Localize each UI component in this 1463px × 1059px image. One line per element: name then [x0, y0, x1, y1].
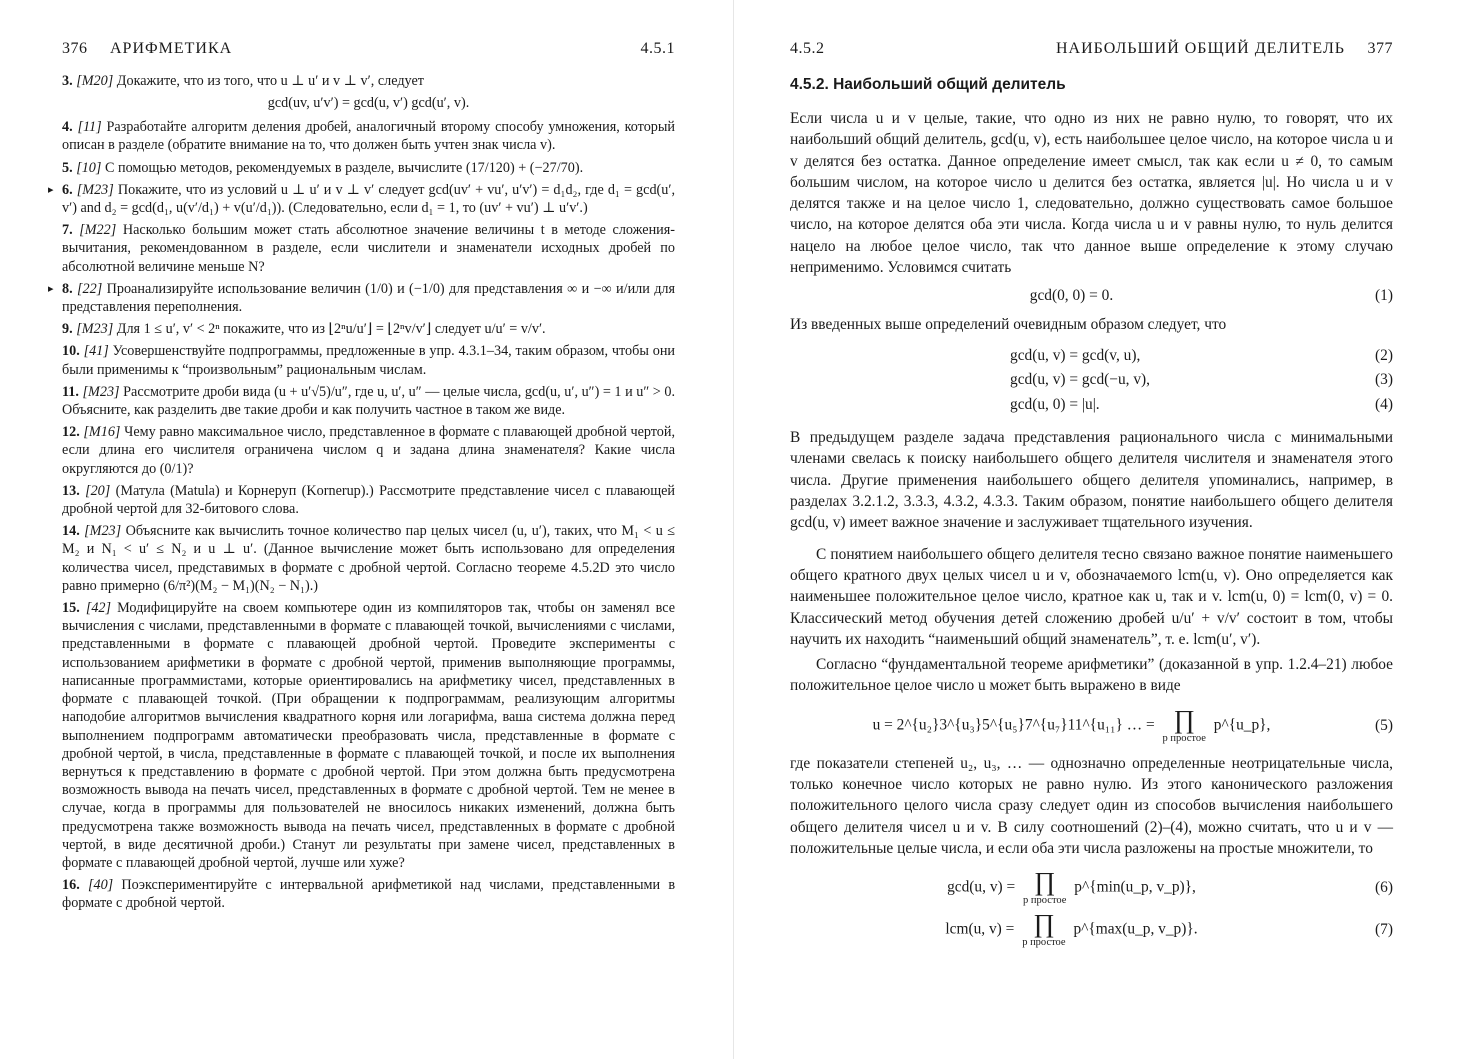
equation-5-number: (5): [1375, 716, 1393, 734]
exercise-list: [48, 72, 676, 913]
left-page: [0, 0, 730, 1059]
equation-5-lhs: u = 2^{u₂}3^{u₃}5^{u₅}7^{u₇}11^{u₁₁} … =: [872, 716, 1155, 734]
equation-4-number: (4): [1375, 395, 1393, 413]
product-symbol: ∏ p простое: [1162, 704, 1206, 744]
exercise-item: [62, 320, 675, 338]
equation-6-lhs: gcd(u, v) =: [947, 878, 1016, 896]
product-symbol: ∏ p простое: [1022, 909, 1066, 949]
exercise-item: [62, 599, 675, 872]
exercise-number: 16.: [62, 877, 80, 894]
exercise-item: [62, 342, 675, 378]
left-running-title: АРИФМЕТИКА: [110, 40, 233, 57]
equation-6-number: (6): [1375, 879, 1393, 897]
exercise-item: [62, 118, 675, 154]
exercise-item: [62, 876, 675, 912]
exercise-rating: [11]: [77, 119, 102, 136]
gutter: [733, 0, 734, 1059]
paragraph-1: Если числа u и v целые, такие, что одно из них не равно нулю, то говорят, что их наибольший общий делитель, gcd(u, v), есть наибольшее целое число, на которое числа u и v делятся без остатка. Данное определение имеет смысл, так как если u ≠ 0, то самым большим числом, на которое число u делится без остатка, является |u|. Но числа u и v делятся также и на целое число 1, следовательно, должно существовать самое большое число, на которое делятся оба эти числа. Когда числа u и v равны нулю, то нуль делится нацело на любое целое число, так что данное выше определение к этому случаю неприменимо. Условимся считать: [790, 110, 1393, 277]
equation-1-number: (1): [1375, 287, 1393, 305]
exercise-formula: gcd(uv, u′v′) = gcd(u, v′) gcd(u′, v).: [267, 95, 470, 112]
equation-5-subscript: p простое: [1162, 732, 1206, 744]
exercise-number: 4.: [62, 119, 73, 136]
equation-4: [790, 393, 1393, 418]
exercise-text: Докажите, что из того, что u ⊥ u′ и v ⊥ v′, следует: [116, 73, 424, 89]
right-page: [738, 0, 1463, 1059]
exercise-rating: [M22]: [79, 222, 117, 239]
equation-6-subscript: p простое: [1023, 895, 1067, 907]
equation-2: [790, 344, 1393, 369]
exercise-text: С помощью методов, рекомендуемых в разделе, вычислите (17/120) + (−27/70).: [104, 159, 584, 176]
exercise-number: 9.: [62, 321, 73, 338]
section-heading: 4.5.2. Наибольший общий делитель: [790, 76, 1066, 93]
exercise-rating: [M23]: [76, 181, 114, 198]
exercise-text: Покажите, что из условий u ⊥ u′ и v ⊥ v′ следует gcd(uv′ + vu′, u′v′) = d₁d₂, где d₁ = gcd(u′, v′) and d₂ = gcd(d₁, u(v′/d₁) + v(u′/d₁)). (Следовательно, если d₁ = 1, то (uv′ + vu′) ⊥ u′v′.): [62, 181, 676, 217]
exercise-item: [62, 482, 675, 518]
exercise-text: Рассмотрите дроби вида (u + u′√5)/u″, где u, u′, u″ — целые числа, gcd(u, u′, u″) = 1 и u″ > 0. Объясните, как разделить две такие дроби и как получить частное в таком же виде.: [62, 383, 676, 419]
equation-6-rhs: p^{min(u_p, v_p)},: [1074, 878, 1196, 896]
exercise-text: Усовершенствуйте подпрограммы, предложенные в упр. 4.3.1–34, таким образом, чтобы они были применимы к “произвольным” рациональным числам.: [62, 343, 675, 378]
paragraph-2: Из введенных выше определений очевидным образом следует, что: [790, 316, 1227, 334]
exercise-number: 7.: [62, 222, 73, 239]
paragraph-5: Согласно “фундаментальной теореме арифметики” (доказанной в упр. 1.2.4–21) любое положительное целое число u может быть выражено в виде: [790, 656, 1393, 695]
exercise-rating: [40]: [87, 877, 114, 894]
equation-set-2-4: [790, 344, 1393, 418]
equation-1: [790, 284, 1393, 308]
exercise-item: [62, 221, 675, 276]
equation-7: [790, 911, 1393, 949]
equation-3-body: gcd(u, v) = gcd(−u, v),: [1010, 371, 1151, 389]
exercise-rating: [20]: [85, 482, 111, 499]
exercise-rating: [M23]: [76, 321, 114, 338]
equation-7-lhs: lcm(u, v) =: [945, 920, 1015, 938]
left-page-number: 376: [62, 40, 88, 57]
paragraph-6: где показатели степеней u₂, u₃, … — однозначно определенные неотрицательные числа, только конечное число которых не равно нулю. Из этого канонического разложения положительного целого числа сразу следует один из способов вычисления наибольшего общего делителя чисел u и v. В силу соотношений (2)–(4), можно считать, что u и v — положительные целые числа, и если оба эти числа разложены на простые множители, то: [790, 754, 1393, 857]
exercise-text: Чему равно максимальное число, представленное в формате с плавающей дробной чертой, если длина его числителя ограничена числом q и задана длина знаменателя? Какие числа округляются до (0/1)?: [62, 424, 676, 477]
exercise-number: 11.: [62, 383, 79, 400]
exercise-item: [62, 159, 675, 177]
exercise-rating: [22]: [77, 280, 103, 297]
equation-6: [790, 869, 1393, 907]
exercise-text: (Матула (Matula) и Корнеруп (Kornerup).) Рассмотрите представление чисел с плавающей дробной чертой для 32-битового слова.: [62, 482, 676, 518]
right-running-head: [790, 40, 1393, 58]
exercise-rating: [10]: [76, 159, 102, 176]
paragraph-3: В предыдущем разделе задача представления рационального числа с минимальными членами свелась к поиску наибольшего общего делителя числителя и знаменателя этого числа. Другие применения наибольшего общего делителя упоминались, например, в разделах 3.2.1.2, 3.3.3, 4.3.2, 4.3.3. Таким образом, понятие наибольшего общего делителя gcd(u, v) имеет важное значение и заслуживает тщательного изучения.: [790, 429, 1393, 532]
equation-2-body: gcd(u, v) = gcd(v, u),: [1010, 346, 1141, 364]
left-running-head: [62, 40, 675, 58]
right-running-title: НАИБОЛЬШИЙ ОБЩИЙ ДЕЛИТЕЛЬ: [1055, 40, 1345, 57]
exercise-number: 6.: [62, 181, 73, 198]
exercise-text: Объясните как вычислить точное количество пар целых чисел (u, u′), таких, что M₁ < u ≤ M₂ и N₁ < u′ ≤ N₂ и u ⊥ u′. (Данное вычисление может быть использовано для определения количества чисел, представимых в формате с дробной чертой. Согласно теореме 4.5.2D это число равно примерно (6/π²)(M₂ − M₁)(N₂ − N₁).): [62, 523, 676, 594]
exercise-text: Разработайте алгоритм деления дробей, аналогичный второму способу умножения, который описан в разделе (обратите внимание на то, что должен быть учтен знак числа v).: [62, 119, 676, 154]
exercise-rating: [42]: [85, 600, 112, 617]
equation-7-rhs: p^{max(u_p, v_p)}.: [1073, 920, 1198, 938]
paragraph-4: С понятием наибольшего общего делителя тесно связано важное понятие наименьшего общего кратного двух целых чисел u и v, обозначаемого lcm(u, v). Оно определяется как наименьшее положительное целое число, кратное как u, так и v. lcm(u, 0) = lcm(0, v) = 0. Классический метод обучения детей сложению дробей u/u′ + v/v′ состоит в том, чтобы научить их находить “наименьший общий знаменатель”, т. е. lcm(u′, v′).: [790, 545, 1393, 648]
equation-5: [790, 704, 1393, 745]
exercise-text: Насколько большим может стать абсолютное значение величины t в методе сложения-вычитания, рекомендованном в разделе, если числители и знаменатели исходных дробей по абсолютной величине меньше N?: [62, 222, 676, 275]
exercise-item: [62, 522, 675, 595]
left-section-number: 4.5.1: [640, 40, 675, 57]
exercise-rating: [M23]: [84, 523, 122, 540]
equation-4-body: gcd(u, 0) = |u|.: [1010, 395, 1100, 413]
exercise-number: 8.: [62, 280, 73, 297]
exercise-number: 5.: [62, 159, 73, 176]
exercise-number: 15.: [62, 600, 80, 617]
exercise-rating: [M20]: [76, 73, 114, 89]
equation-2-number: (2): [1375, 346, 1393, 364]
product-symbol: ∏ p простое: [1023, 867, 1067, 907]
equation-3: [790, 368, 1393, 393]
equation-7-subscript: p простое: [1022, 937, 1066, 949]
exercise-item: [62, 423, 675, 478]
exercise-rating: [M23]: [82, 383, 120, 400]
right-section-number: 4.5.2: [790, 40, 825, 57]
exercise-text: Модифицируйте на своем компьютере один из компиляторов так, чтобы он заменял все вычисления с числами, представленными в формате с плавающей точкой, вычислениями с числами, представленными в формате с плавающей дробной чертой. Проведите эксперименты с использованием арифметики в формате с дробной чертой, применив выполняющие программы, написанные программистами, которые ориентировались на арифметику чисел, представленных в формате с плавающей точкой. (При обращении к подпрограммам, реализующим алгоритмы наподобие алгоритмов вычисления квадратного корня или логарифма, ваша система должна перед выполнением подпрограмм автоматически преобразовать числа, представленные в формате с дробной чертой, в числа, представленные в формате с плавающей точкой, и после их выполнения вернуться к представлению в формате с дробной чертой. При этом должна быть предусмотрена возможность вывода на печать чисел, представленных в формате с дробной чертой. Тем не менее в случае, когда в программы для пользователей не вносилось никаких изменений, должна быть предусмотрена также возможность вывода на печать чисел, представленных в формате с дробной чертой, в виде десятичной дроби.) Станут ли результаты при замене чисел, представленных в формате с плавающей дробной чертой, лучше или хуже?: [62, 600, 676, 871]
exercise-number: 13.: [62, 482, 80, 499]
equation-1-body: gcd(0, 0) = 0.: [1029, 287, 1114, 305]
important-marker-icon: ▸: [48, 183, 54, 196]
exercise-rating: [41]: [83, 343, 109, 360]
exercise-item: [62, 72, 675, 112]
equation-3-number: (3): [1375, 371, 1393, 389]
exercise-text: Для 1 ≤ u′, v′ < 2ⁿ покажите, что из ⌊2ⁿu/u′⌋ = ⌊2ⁿv/v′⌋ следует u/u′ = v/v′.: [116, 321, 546, 338]
exercise-number: 10.: [62, 343, 80, 360]
important-marker-icon: ▸: [48, 282, 54, 295]
exercise-item: [48, 280, 676, 316]
exercise-text: Проанализируйте использование величин (1/0) и (−1/0) для представления ∞ и −∞ и/или для представления переполнения.: [62, 280, 676, 316]
exercise-number: 14.: [62, 523, 80, 540]
right-page-number: 377: [1367, 40, 1393, 57]
exercise-item: [48, 181, 676, 217]
exercise-number: 12.: [62, 424, 80, 441]
exercise-rating: [M16]: [83, 424, 121, 441]
exercise-item: [62, 383, 675, 419]
equation-5-rhs: p^{u_p},: [1213, 716, 1271, 734]
exercise-text: Поэкспериментируйте с интервальной арифметикой над числами, представленными в формате с дробной чертой.: [62, 877, 676, 912]
exercise-number: 3.: [62, 73, 73, 89]
equation-7-number: (7): [1375, 921, 1393, 939]
